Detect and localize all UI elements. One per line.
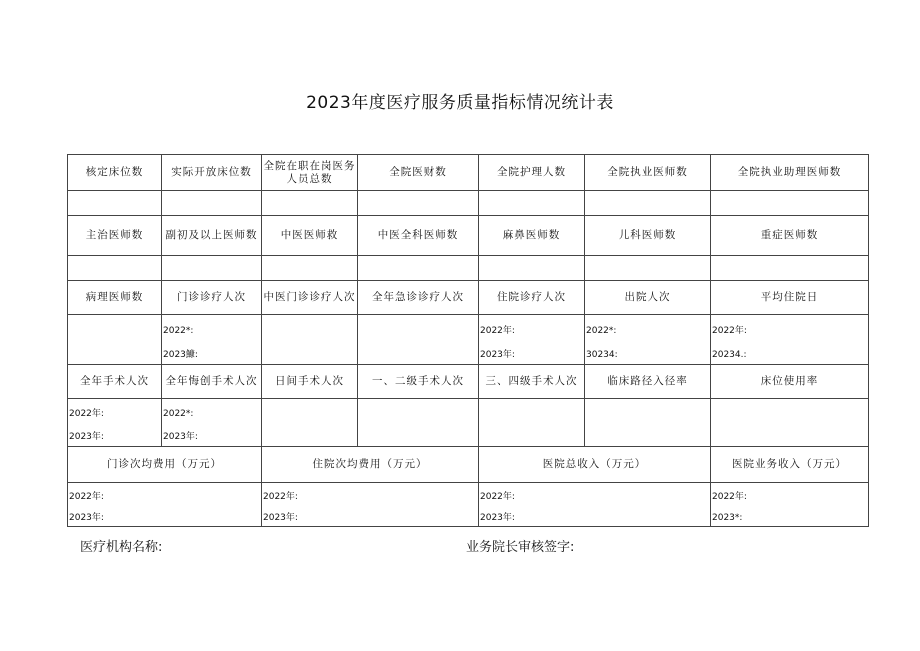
year-2023-label: 2023年: <box>480 350 515 360</box>
value-cell[interactable] <box>262 256 358 281</box>
header-cell: 床位使用率 <box>711 365 869 399</box>
value-cell[interactable] <box>479 399 585 447</box>
year-2022-label: 2022年: <box>480 325 515 336</box>
year-2023-label: 2023年: <box>480 513 515 523</box>
value-cell[interactable] <box>68 315 162 365</box>
signature-label: 业务院长审核签字: <box>466 540 575 555</box>
header-cell: 中医门诊诊疗人次 <box>262 281 358 315</box>
year-2022-label: 2022年: <box>69 409 104 420</box>
header-cell: 中医医师救 <box>262 216 358 256</box>
data-row-3 <box>68 315 869 365</box>
header-row-4 <box>68 365 869 399</box>
value-cell[interactable] <box>711 256 869 281</box>
value-cell[interactable] <box>162 191 262 216</box>
value-cell[interactable] <box>358 191 479 216</box>
header-cell: 日间手术人次 <box>262 365 358 399</box>
value-cell[interactable] <box>68 191 162 216</box>
header-cell: 全院医财数 <box>358 155 479 191</box>
value-cell[interactable] <box>711 191 869 216</box>
header-row-5 <box>68 447 869 483</box>
header-cell: 全年手术人次 <box>68 365 162 399</box>
value-cell[interactable] <box>479 483 711 527</box>
value-cell[interactable] <box>585 191 711 216</box>
header-cell: 三、四级手术人次 <box>479 365 585 399</box>
value-cell[interactable] <box>262 483 479 527</box>
value-cell[interactable] <box>585 315 711 365</box>
data-row-2 <box>68 256 869 281</box>
header-cell: 出院人次 <box>585 281 711 315</box>
year-2023-label: 2023年: <box>263 513 298 523</box>
header-cell: 实际开放床位数 <box>162 155 262 191</box>
year-2023-label: 2023*: <box>712 513 743 523</box>
value-cell[interactable] <box>68 399 162 447</box>
header-cell: 核定床位数 <box>68 155 162 191</box>
year-2022-label: 2022年: <box>712 325 747 336</box>
value-cell[interactable] <box>479 256 585 281</box>
data-row-1 <box>68 191 869 216</box>
header-cell: 临床路径入径率 <box>585 365 711 399</box>
year-2023-label: 2023年: <box>69 513 104 523</box>
year-2023-label: 2023鱇: <box>163 350 198 360</box>
header-cell: 麻鼻医师数 <box>479 216 585 256</box>
header-row-3 <box>68 281 869 315</box>
header-cell: 全年急诊诊疗人次 <box>358 281 479 315</box>
header-row-2 <box>68 216 869 256</box>
page-title: 2023年度医疗服务质量指标情况统计表 <box>306 93 614 113</box>
header-cell: 平均住院日 <box>711 281 869 315</box>
value-cell[interactable] <box>479 315 585 365</box>
value-cell[interactable] <box>711 483 869 527</box>
header-cell: 住院次均费用（万元） <box>262 447 479 483</box>
value-cell[interactable] <box>68 483 262 527</box>
year-2022-label: 2022年: <box>69 491 104 502</box>
header-cell: 病理医师数 <box>68 281 162 315</box>
year-2022-label: 2022年: <box>480 491 515 502</box>
header-cell: 全院护理人数 <box>479 155 585 191</box>
value-cell[interactable] <box>162 256 262 281</box>
header-cell: 门诊诊疗人次 <box>162 281 262 315</box>
year-2022-label: 2022*: <box>163 325 194 336</box>
year-2023-label: 2023年: <box>69 431 104 442</box>
value-cell[interactable] <box>711 315 869 365</box>
header-cell: 医院总收入（万元） <box>479 447 711 483</box>
value-cell[interactable] <box>262 399 358 447</box>
header-cell: 全院执业医师数 <box>585 155 711 191</box>
value-cell[interactable] <box>162 315 262 365</box>
year-2023-label: 30234: <box>586 350 618 360</box>
header-cell: 住院诊疗人次 <box>479 281 585 315</box>
header-cell: 重症医师数 <box>711 216 869 256</box>
header-cell: 医院业务收入（万元） <box>711 447 869 483</box>
value-cell[interactable] <box>162 399 262 447</box>
year-2023-label: 2023年: <box>163 431 198 442</box>
header-cell: 副初及以上医师数 <box>162 216 262 256</box>
header-cell: 中医全科医师数 <box>358 216 479 256</box>
value-cell[interactable] <box>585 256 711 281</box>
institution-name-label: 医疗机构名称: <box>80 540 163 555</box>
year-2022-label: 2022*: <box>586 325 617 336</box>
header-cell: 一、二级手术人次 <box>358 365 479 399</box>
value-cell[interactable] <box>358 399 479 447</box>
header-cell: 全院在职在岗医务人员总数 <box>262 155 358 191</box>
value-cell[interactable] <box>711 399 869 447</box>
header-cell: 全院执业助理医师数 <box>711 155 869 191</box>
value-cell[interactable] <box>68 256 162 281</box>
year-2022-label: 2022年: <box>263 491 298 502</box>
data-row-5 <box>68 483 869 527</box>
value-cell[interactable] <box>585 399 711 447</box>
value-cell[interactable] <box>358 315 479 365</box>
year-2023-label: 20234.: <box>712 350 747 360</box>
header-cell: 全年悔创手术人次 <box>162 365 262 399</box>
value-cell[interactable] <box>358 256 479 281</box>
header-cell: 主治医师数 <box>68 216 162 256</box>
value-cell[interactable] <box>262 315 358 365</box>
header-row-1 <box>68 155 869 191</box>
value-cell[interactable] <box>479 191 585 216</box>
value-cell[interactable] <box>262 191 358 216</box>
statistics-table <box>67 154 869 527</box>
header-cell: 儿科医师数 <box>585 216 711 256</box>
year-2022-label: 2022年: <box>712 491 747 502</box>
year-2022-label: 2022*: <box>163 409 194 420</box>
header-cell: 门诊次均费用（万元） <box>68 447 262 483</box>
data-row-4 <box>68 399 869 447</box>
